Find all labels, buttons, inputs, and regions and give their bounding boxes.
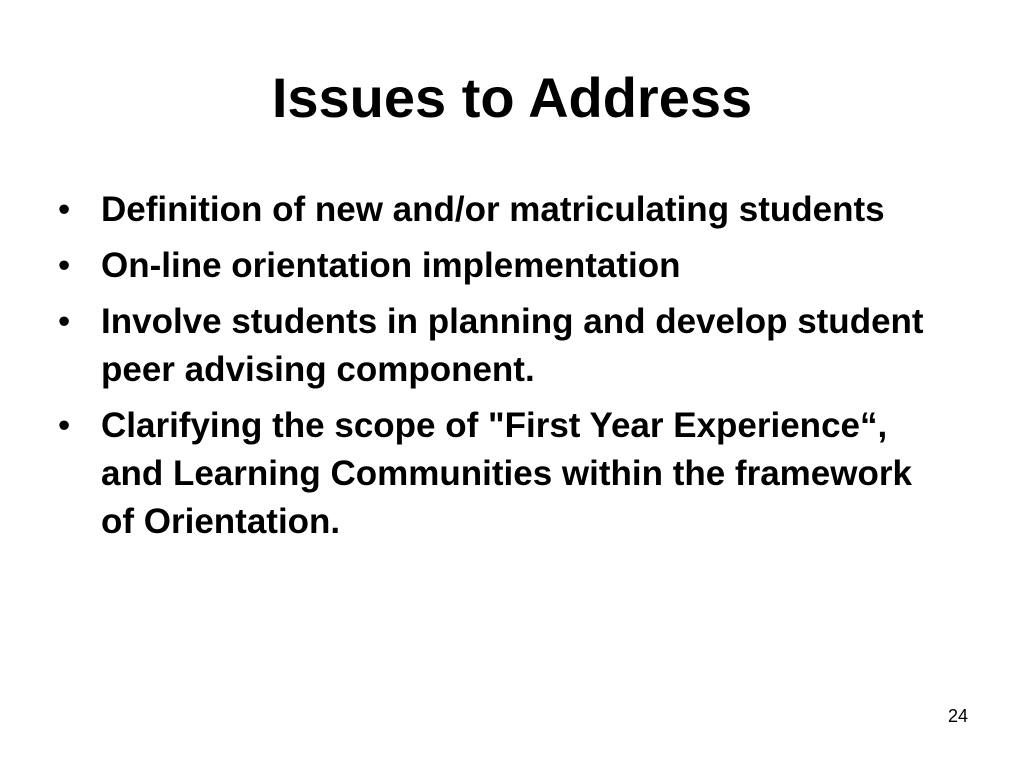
- bullet-item: [58, 402, 938, 546]
- bullet-dot-icon: •: [58, 406, 71, 445]
- page-number: 24: [947, 706, 968, 726]
- bullet-text: On-line orientation implementation: [101, 246, 681, 285]
- bullet-text: Clarifying the scope of "First Year Experience“, and Learning Communities within the framework of Orientation.: [101, 406, 912, 541]
- bullet-text: Definition of new and/or matriculating students: [101, 190, 885, 229]
- bullet-item: [58, 242, 938, 290]
- bullet-list: [58, 186, 938, 554]
- bullet-dot-icon: •: [58, 246, 71, 285]
- bullet-item: [58, 186, 938, 234]
- bullet-dot-icon: •: [58, 302, 71, 341]
- bullet-item: [58, 298, 938, 394]
- slide-title: Issues to Address: [271, 66, 753, 129]
- bullet-text: Involve students in planning and develop student peer advising component.: [101, 302, 924, 389]
- bullet-dot-icon: •: [58, 190, 71, 229]
